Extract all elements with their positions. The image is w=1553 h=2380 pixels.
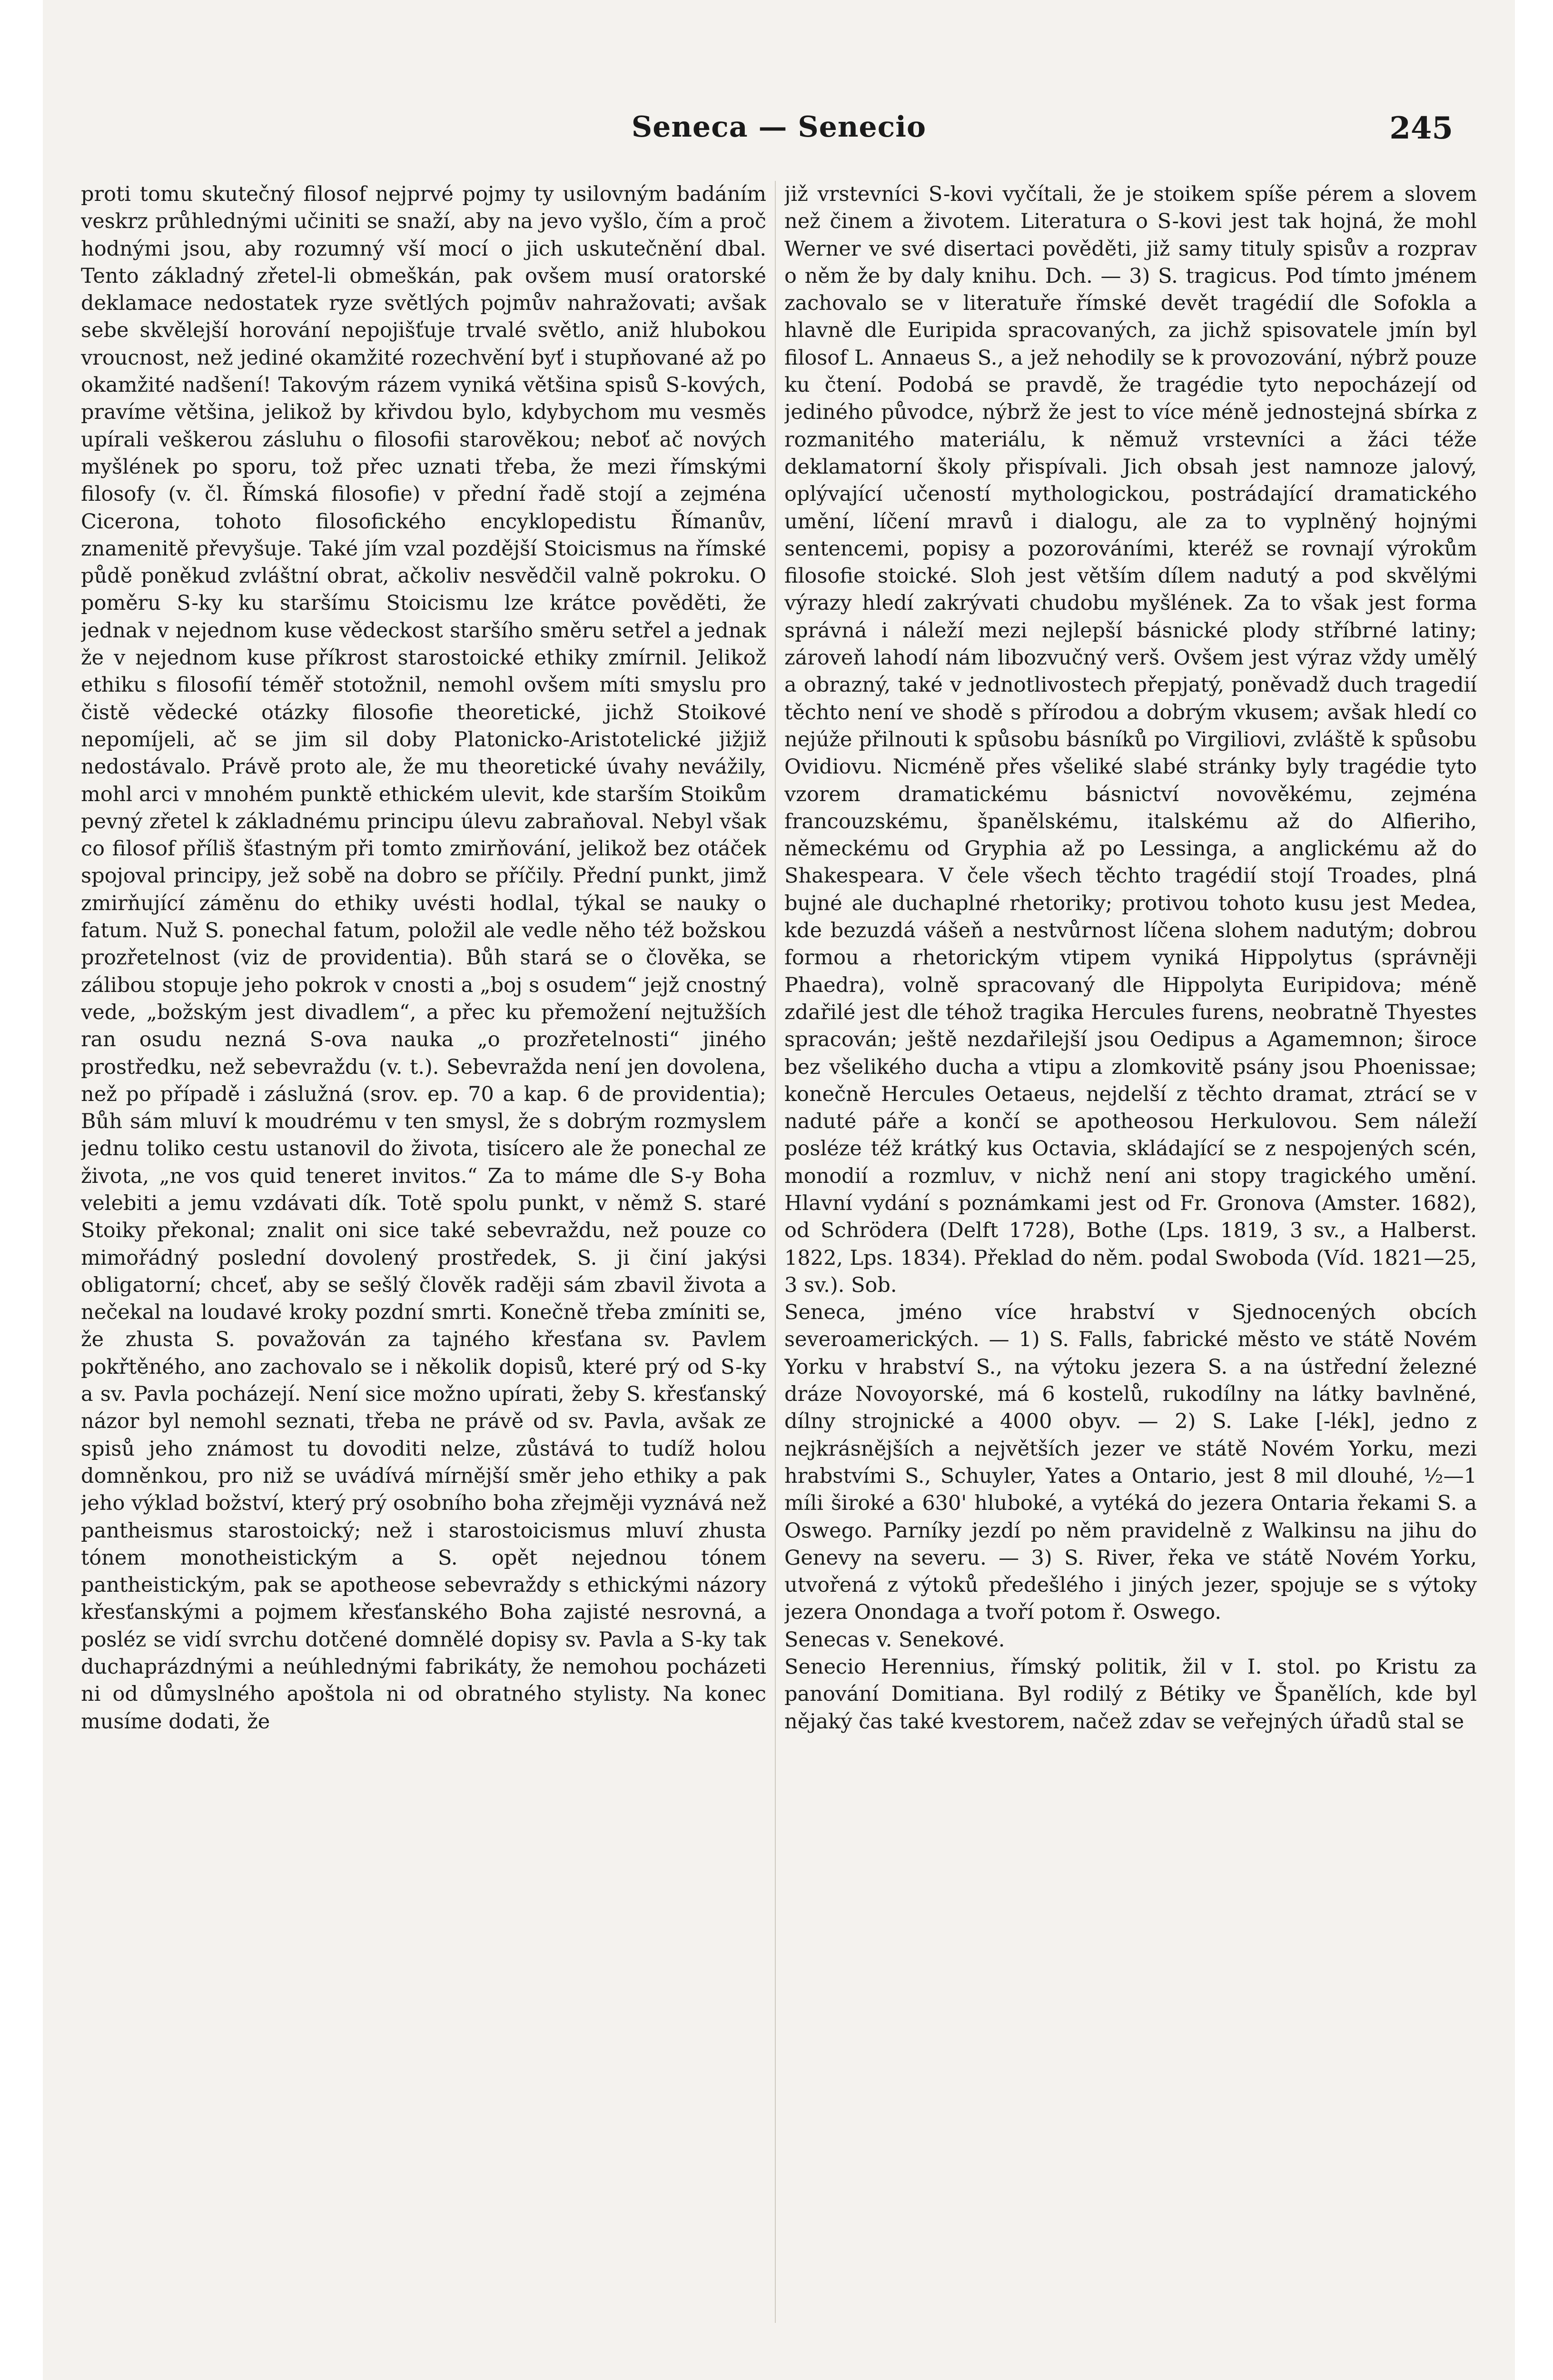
page-header (43, 110, 1515, 153)
entry-senecas: Senecas v. Senekové. (784, 1627, 1005, 1652)
left-column (81, 181, 766, 2323)
paragraph-seneca-tragicus: již vrstevníci S-kovi vyčítali, že je stoikem spíše pérem a slovem než činem a životem. Literatura o S-kovi jest tak hojná, že mohl Werner ve své disertaci pověděti, již samy tituly spisův a rozprav o něm že by daly knihu. Dch. — 3) S. tragicus. Pod tímto jménem zachovalo se v literatuře římské devět tragédií dle Sofokla a hlavně dle Euripida spracovaných, za jichž spisovatele jmín byl filosof L. Annaeus S., a jež nehodily se k provozování, nýbrž pouze ku čtení. Podobá se pravdě, že tragédie tyto nepocházejí od jediného původce, nýbrž že jest to více méně jednostejná sbírka z rozmanitého materiálu, k němuž vrstevníci a žáci téže deklamatorní školy přispívali. Jich obsah jest namnoze jalový, oplývající učeností mythologickou, postrádající dramatického umění, líčení mravů i dialogu, ale za to vyplněný hojnými sentencemi, popisy a pozorováními, kteréž se rovnají výrokům filosofie stoické. Sloh jest větším dílem nadutý a pod skvělými výrazy hledí zakrývati chudobu myšlének. Za to však jest forma správná i náleží mezi nejlepší básnické plody stříbrné latiny; zároveň lahodí nám libozvučný verš. Ovšem jest výraz vždy umělý a obrazný, také v jednotlivostech přepjatý, poněvadž duch tragedií těchto není ve shodě s přírodou a dobrým vkusem; avšak hledí co nejúže přilnouti k spůsobu básníků po Virgiliovi, zvláště k spůsobu Ovidiovu. Nicméně přes všeliké slabé stránky byly tragédie tyto vzorem dramatickému básnictví novověkému, zejména francouzskému, španělskému, italskému až do Alfieriho, německému od Gryphia až po Lessinga, a anglickému až do Shakespeara. V čele všech těchto tragédií stojí Troades, plná bujné ale duchaplné rhetoriky; protivou tohoto kusu jest Medea, kde bezuzdá vášeň a nestvůrnost líčena slohem nadutým; dobrou formou a rhetorickým vtipem vyniká Hippolytus (správněji Phaedra), volně spracovaný dle Hippolyta Euripidova; méně zdařilé jest dle téhož tragika Hercules furens, neobratně Thyestes spracován; ještě nezdařilejší jsou Oedipus a Agamemnon; široce bez všelikého ducha a vtipu a zlomkovitě psány jsou Phoenissae; konečně Hercules Oetaeus, nejdelší z těchto dramat, ztrácí se v naduté páře a končí se apotheosou Herkulovou. Sem náleží posléze též krátký kus Octavia, skládající se z nespojených scén, monodií a rozmluv, v nichž není ani stopy tragického umění. Hlavní vydání s poznámkami jest od Fr. Gronova (Amster. 1682), od Schrödera (Delft 1728), Bothe (Lps. 1819, 3 sv., a Halberst. 1822, Lps. 1834). Překlad do něm. podal Swoboda (Víd. 1821—25, 3 sv.). Sob. (784, 182, 1477, 1297)
page-number: 245 (1389, 110, 1453, 146)
paragraph-seneca-philosophy-continued: proti tomu skutečný filosof nejprvé pojmy ty usilovným badáním veskrz průhlednými učiniti se snaží, aby na jevo vyšlo, čím a proč hodnými jsou, aby rozumný vší mocí o jich uskutečnění dbal. Tento základný zřetel-li obmeškán, pak ovšem musí oratorské deklamace nedostatek ryze světlých pojmův nahražovati; avšak sebe skvělejší horování nepojišťuje trvalé světlo, aniž hlubokou vroucnost, než jediné okamžité rozechvění byť i stupňované až po okamžité nadšení! Takovým rázem vyniká většina spisů S-kových, pravíme většina, jelikož by křivdou bylo, kdybychom mu vesměs upírali veškerou zásluhu o filosofii starověkou; neboť ač nových myšlének po sporu, tož přec uznati třeba, že mezi římskými filosofy (v. čl. Římská filosofie) v přední řadě stojí a zejména Cicerona, tohoto filosofického encyklopedistu Římanův, znamenitě převyšuje. Také jím vzal pozdější Stoicismus na římské půdě poněkud zvláštní obrat, ačkoliv nesvědčil valně pokroku. O poměru S-ky ku staršímu Stoicismu lze krátce pověděti, že jednak v nejednom kuse vědeckost staršího směru setřel a jednak že v nejednom kuse příkrost starostoické ethiky zmírnil. Jelikož ethiku s filosofií téměř stotožnil, nemohl ovšem míti smyslu pro čistě vědecké otázky filosofie theoretické, jichž Stoikové nepomíjeli, ač se jim sil doby Platonicko-Aristotelické jižjiž nedostávalo. Právě proto ale, že mu theoretické úvahy nevážily, mohl arci v mnohém punktě ethickém ulevit, kde starším Stoikům pevný zřetel k základnému principu úlevu zabraňoval. Nebyl však co filosof příliš šťastným při tomto zmirňování, jelikož bez otáček spojoval principy, jež sobě na dobro se příčily. Přední punkt, jimž zmirňující záměnu do ethiky uvésti hodlal, týkal se nauky o fatum. Nuž S. ponechal fatum, položil ale vedle něho též božskou prozřetelnost (viz de providentia). Bůh stará se o člověka, se zálibou stopuje jeho pokrok v cnosti a „boj s osudem“ jejž cnostný vede, „božským jest divadlem“, a přec ku přemožení nejtužších ran osudu nezná S-ova nauka „o prozřetelnosti“ jiného prostředku, než sebevraždu (v. t.). Sebevražda není jen dovolena, než po případě i záslužná (srov. ep. 70 a kap. 6 de providentia); Bůh sám mluví k moudrému v ten smysl, že s dobrým rozmyslem jednu toliko cestu ustanovil do života, tisícero ale že ponechal ze života, „ne vos quid teneret invitos.“ Za to máme dle S-y Boha velebiti a jemu vzdávati dík. Totě spolu punkt, v němž S. staré Stoiky překonal; znalit oni sice také sebevraždu, než pouze co mimořádný poslední dovolený prostředek, S. ji činí jakýsi obligatorní; chceť, aby se sešlý člověk raději sám zbavil života a nečekal na loudavé kroky pozdní smrti. Konečně třeba zmíniti se, že zhusta S. považován za tajného křesťana sv. Pavlem pokřtěného, ano zachovalo se i několik dopisů, které prý od S-ky a sv. Pavla pocházejí. Není sice možno upírati, žeby S. křesťanský názor byl nemohl seznati, třeba ne právě od sv. Pavla, avšak ze spisů jeho známost tu dovoditi nelze, zůstává to tudíž holou domněnkou, pro niž se uvádívá mírnější směr jeho ethiky a pak jeho výklad božství, který prý osobního boha zřejměji vyznává než pantheismus starostoický; než i starostoicismus mluví zhusta tónem monotheistickým a S. opět nejednou tónem pantheistickým, pak se apotheose sebevraždy s ethickými názory křesťanskými a pojmem křesťanského Boha zajisté nesrovná, a posléz se vidí svrchu dotčené domnělé dopisy sv. Pavla a S-ky tak duchaprázdnými a neúhlednými fabrikáty, že nemohou pocházeti ni od důmyslného apoštola ni od obratného stylisty. Na konec musíme dodati, že (81, 182, 766, 1734)
book-page (43, 0, 1515, 2380)
entry-seneca-counties: Seneca, jméno více hrabství v Sjednocených obcích severoamerických. — 1) S. Falls, fabrické město ve státě Novém Yorku v hrabství S., na výtoku jezera S. a na ústřední železné dráze Novoyorské, má 6 kostelů, rukodílny na látky bavlněné, dílny strojnické a 4000 obyv. — 2) S. Lake [-lék], jedno z nejkrásnějších a největších jezer ve státě Novém Yorku, mezi hrabstvími S., Schuyler, Yates a Ontario, jest 8 mil dlouhé, ½—1 míli široké a 630' hluboké, a vytéká do jezera Ontaria řekami S. a Oswego. Parníky jezdí po něm pravidelně z Walkinsu na jihu do Genevy na severu. — 3) S. River, řeka ve státě Novém Yorku, utvořená z výtoků předešlého i jiných jezer, spojuje se s výtoky jezera Onondaga a tvoří potom ř. Oswego. (784, 1300, 1477, 1625)
column-divider (775, 181, 776, 2323)
right-column (784, 181, 1477, 2323)
entry-senecio: Senecio Herennius, římský politik, žil v I. stol. po Kristu za panování Domitiana. Byl rodilý z Bétiky ve Španělích, kde byl nějaký čas také kvestorem, načež zdav se veřejných úřadů stal se (784, 1655, 1477, 1734)
running-title: Seneca — Senecio (631, 110, 927, 144)
